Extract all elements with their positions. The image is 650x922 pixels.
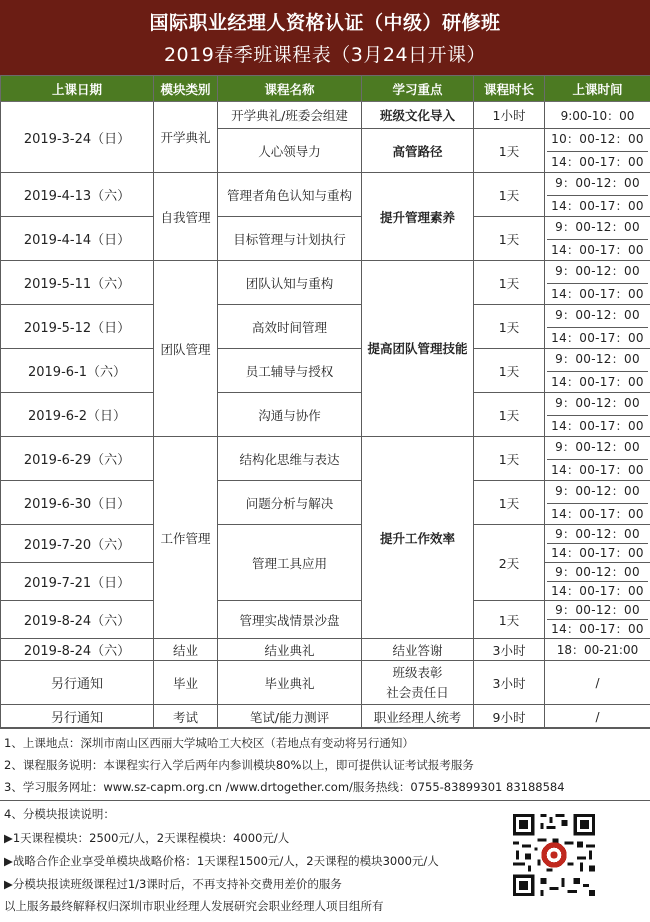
time-cell	[545, 305, 650, 349]
time-cell	[545, 525, 650, 563]
duration-cell: 1小时	[474, 102, 545, 129]
time-slot-afternoon: 14：00-17：00	[547, 619, 648, 638]
duration-cell: 2天	[474, 525, 545, 601]
time-slot-afternoon: 14：00-17：00	[547, 151, 648, 173]
time-slot-afternoon: 14：00-17：00	[547, 581, 648, 600]
time-cell: /	[545, 705, 650, 729]
duration-cell: 1天	[474, 129, 545, 173]
course-cell: 结业典礼	[218, 639, 362, 661]
page-title: 国际职业经理人资格认证（中级）研修班	[149, 12, 501, 34]
time-slot-afternoon: 14：00-17：00	[547, 327, 648, 349]
time-slot-afternoon: 14：00-17：00	[547, 195, 648, 217]
time-cell: 18：00-21:00	[545, 639, 650, 661]
focus-cell: 班级文化导入	[362, 102, 474, 129]
duration-cell: 1天	[474, 349, 545, 393]
time-cell	[545, 563, 650, 601]
focus-cell: 高管路径	[362, 129, 474, 173]
time-slot-morning: 9：00-12：00	[555, 484, 640, 498]
time-cell	[545, 393, 650, 437]
duration-cell: 3小时	[474, 661, 545, 705]
focus-line: 班级表彰	[392, 664, 443, 680]
date-cell: 2019-6-29（六）	[1, 437, 154, 481]
date-cell: 另行通知	[1, 661, 154, 705]
note-website: 3、学习服务网址：www.sz-capm.org.cn /www.drtogether.com/服务热线：0755-83899301 83188584	[4, 780, 565, 794]
course-cell: 员工辅导与授权	[218, 349, 362, 393]
duration-cell: 1天	[474, 437, 545, 481]
time-cell	[545, 481, 650, 525]
time-slot-morning: 9：00-12：00	[555, 264, 640, 278]
duration-cell: 1天	[474, 305, 545, 349]
note-module-pricing-title: 4、分模块报读说明：	[4, 807, 115, 821]
column-header-course: 课程名称	[218, 76, 362, 102]
course-cell: 管理者角色认知与重构	[218, 173, 362, 217]
course-cell: 沟通与协作	[218, 393, 362, 437]
date-cell: 2019-6-1（六）	[1, 349, 154, 393]
note-service: 2、课程服务说明：本课程实行入学后两年内参训模块80%以上，即可提供认证考试报考服务	[4, 758, 474, 772]
time-cell	[545, 437, 650, 481]
table-row	[1, 705, 650, 729]
notes-divider	[0, 800, 650, 801]
focus-cell: 提升工作效率	[362, 437, 474, 639]
time-slot-afternoon: 14：00-17：00	[547, 459, 648, 481]
time-cell	[545, 601, 650, 639]
course-cell: 团队认知与重构	[218, 261, 362, 305]
table-row	[1, 102, 650, 129]
time-cell	[545, 217, 650, 261]
date-cell: 2019-8-24（六）	[1, 639, 154, 661]
date-cell: 另行通知	[1, 705, 154, 729]
table-row	[1, 481, 650, 525]
table-row	[1, 217, 650, 261]
focus-line: 社会责任日	[386, 684, 449, 700]
date-cell: 2019-6-30（日）	[1, 481, 154, 525]
date-cell: 2019-6-2（日）	[1, 393, 154, 437]
time-slot-afternoon: 14：00-17：00	[547, 283, 648, 305]
table-row	[1, 661, 650, 705]
table-row	[1, 437, 650, 481]
duration-cell: 1天	[474, 173, 545, 217]
time-cell: /	[545, 661, 650, 705]
time-slot-afternoon: 14：00-17：00	[547, 371, 648, 393]
column-header-duration: 课程时长	[474, 76, 545, 102]
page-subtitle: 2019春季班课程表（3月24日开课）	[163, 44, 487, 66]
table-row	[1, 173, 650, 217]
time-slot-morning: 9：00-12：00	[555, 396, 640, 410]
date-cell: 2019-8-24（六）	[1, 601, 154, 639]
time-cell	[545, 129, 650, 173]
duration-cell: 3小时	[474, 639, 545, 661]
note-location: 1、上课地点：深圳市南山区西丽大学城哈工大校区（若地点有变动将另行通知）	[4, 736, 414, 750]
duration-cell: 1天	[474, 481, 545, 525]
time-cell	[545, 173, 650, 217]
date-cell: 2019-4-14（日）	[1, 217, 154, 261]
table-row	[1, 261, 650, 305]
table-row	[1, 639, 650, 661]
time-slot-morning: 9：00-12：00	[555, 176, 640, 190]
date-cell: 2019-7-21（日）	[1, 563, 154, 601]
course-cell: 笔试/能力测评	[218, 705, 362, 729]
header-banner	[0, 0, 650, 75]
course-cell: 问题分析与解决	[218, 481, 362, 525]
time-slot-afternoon: 14：00-17：00	[547, 503, 648, 525]
time-slot-afternoon: 14：00-17：00	[547, 543, 648, 562]
table-header-row	[1, 76, 650, 102]
module-cell: 开学典礼	[154, 102, 218, 173]
time-slot-morning: 9：00-12：00	[555, 220, 640, 234]
course-cell: 目标管理与计划执行	[218, 217, 362, 261]
time-slot-afternoon: 14：00-17：00	[547, 239, 648, 261]
focus-cell	[362, 661, 474, 705]
date-cell: 2019-3-24（日）	[1, 102, 154, 173]
module-cell: 团队管理	[154, 261, 218, 437]
note-price-rule: ▶分模块报读班级课程过1/3课时后，不再支持补交费用差价的服务	[4, 877, 342, 891]
date-cell: 2019-7-20（六）	[1, 525, 154, 563]
duration-cell: 1天	[474, 261, 545, 305]
duration-cell: 1天	[474, 601, 545, 639]
column-header-module: 模块类别	[154, 76, 218, 102]
table-row	[1, 601, 650, 639]
time-slot-morning: 9：00-12：00	[555, 527, 640, 541]
duration-cell: 1天	[474, 393, 545, 437]
module-cell: 结业	[154, 639, 218, 661]
date-cell: 2019-4-13（六）	[1, 173, 154, 217]
focus-cell: 结业答谢	[362, 639, 474, 661]
focus-cell: 职业经理人统考	[362, 705, 474, 729]
duration-cell: 9小时	[474, 705, 545, 729]
time-cell: 9:00-10：00	[545, 102, 650, 129]
schedule-table	[0, 75, 650, 729]
module-cell: 考试	[154, 705, 218, 729]
time-slot-morning: 9：00-12：00	[555, 603, 640, 617]
column-header-date: 上课日期	[1, 76, 154, 102]
course-cell: 高效时间管理	[218, 305, 362, 349]
note-disclaimer: 以上服务最终解释权归深圳市职业经理人发展研究会职业经理人项目组所有	[4, 899, 384, 913]
time-cell	[545, 261, 650, 305]
note-price-partner: ▶战略合作企业享受单模块战略价格：1天课程1500元/人，2天课程的模块3000元/人	[4, 854, 439, 868]
module-cell: 毕业	[154, 661, 218, 705]
module-cell: 工作管理	[154, 437, 218, 639]
column-header-time: 上课时间	[545, 76, 650, 102]
duration-cell: 1天	[474, 217, 545, 261]
date-cell: 2019-5-12（日）	[1, 305, 154, 349]
course-cell: 结构化思维与表达	[218, 437, 362, 481]
table-row	[1, 393, 650, 437]
course-cell: 人心领导力	[218, 129, 362, 173]
course-cell: 管理工具应用	[218, 525, 362, 601]
date-cell: 2019-5-11（六）	[1, 261, 154, 305]
qr-code-icon	[510, 811, 598, 899]
module-cell: 自我管理	[154, 173, 218, 261]
time-slot-morning: 9：00-12：00	[555, 352, 640, 366]
table-row	[1, 525, 650, 563]
time-slot-morning: 9：00-12：00	[555, 565, 640, 579]
table-row	[1, 349, 650, 393]
focus-cell: 提升管理素养	[362, 173, 474, 261]
note-price-standard: ▶1天课程模块：2500元/人，2天课程模块：4000元/人	[4, 831, 290, 845]
time-slot-morning: 10：00-12：00	[551, 132, 644, 146]
time-slot-morning: 9：00-12：00	[555, 308, 640, 322]
time-cell	[545, 349, 650, 393]
column-header-focus: 学习重点	[362, 76, 474, 102]
course-cell: 开学典礼/班委会组建	[218, 102, 362, 129]
course-cell: 毕业典礼	[218, 661, 362, 705]
course-cell: 管理实战情景沙盘	[218, 601, 362, 639]
time-slot-afternoon: 14：00-17：00	[547, 415, 648, 437]
table-row	[1, 305, 650, 349]
time-slot-morning: 9：00-12：00	[555, 440, 640, 454]
focus-cell: 提高团队管理技能	[362, 261, 474, 437]
